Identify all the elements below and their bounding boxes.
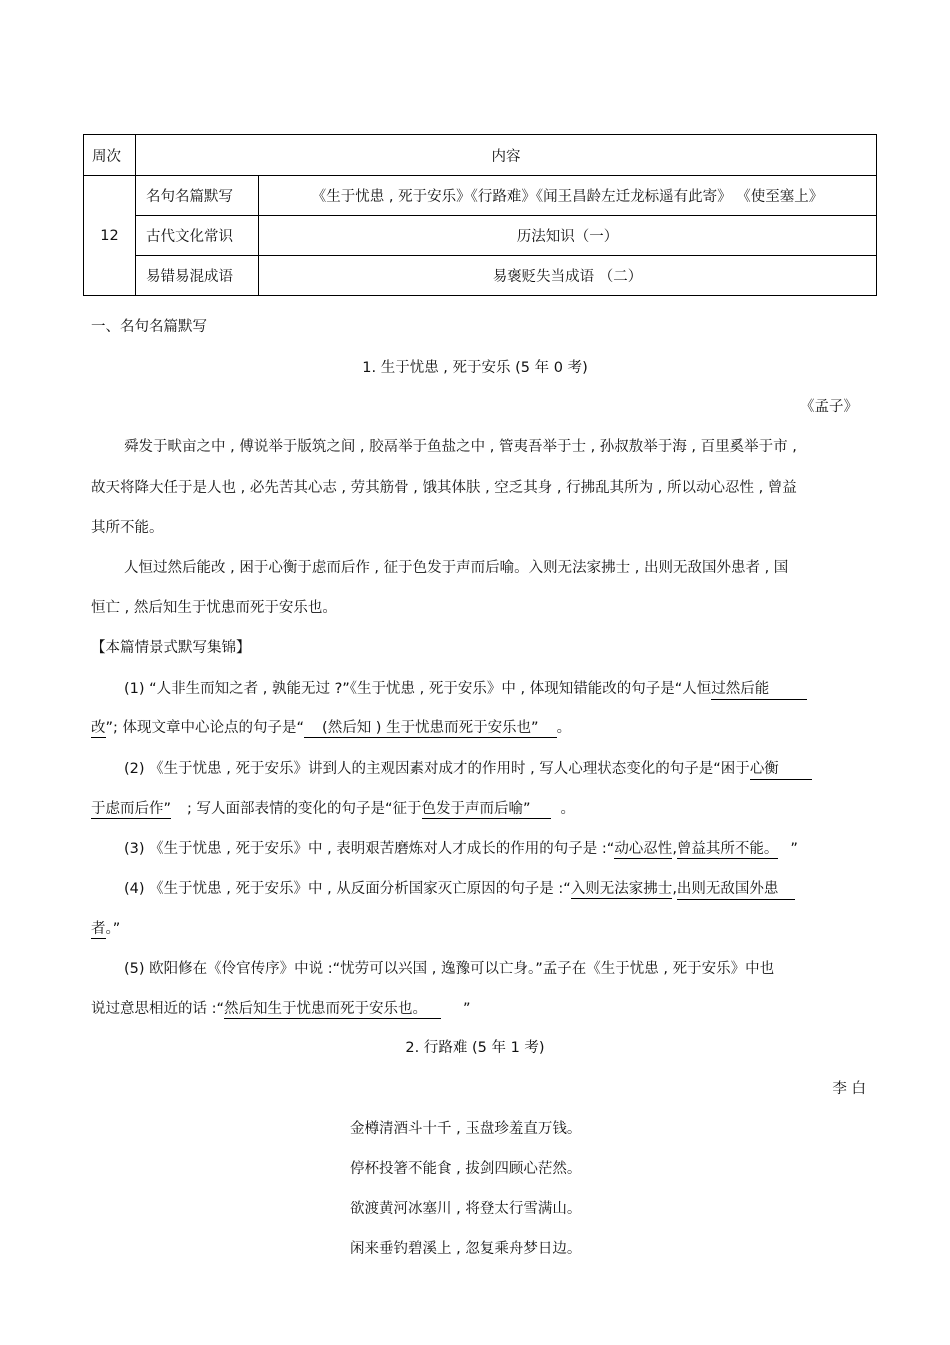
header-week: 周次	[84, 135, 136, 176]
question-1-cont	[91, 716, 571, 737]
question-text: 。	[560, 801, 576, 817]
question-4	[124, 877, 795, 900]
question-text: ”; 体现文章中心论点的句子是“	[105, 720, 305, 736]
poem-line: 金樽清酒斗十千 , 玉盘珍羞直万钱。	[350, 1121, 582, 1137]
question-text: (4) 《生于忧患 , 死于安乐》中 , 从反面分析国家灭亡原因的句子是 :“	[124, 881, 571, 897]
piece1-title: 1. 生于忧患 , 死于安乐 (5 年 0 考)	[362, 360, 588, 376]
question-2-cont	[91, 797, 575, 818]
piece2-author: 李 白	[832, 1081, 866, 1097]
answer-blank: 色发于声而后喻”	[422, 801, 551, 819]
question-text: ”	[790, 841, 798, 857]
question-text: (3) 《生于忧患 , 死于安乐》中 , 表明艰苦磨炼对人才成长的作用的句子是 :“	[124, 841, 615, 857]
schedule-table	[83, 134, 877, 296]
answer-blank: 入则无法家拂士	[570, 881, 673, 897]
answer-blank: 于虑而后作”	[91, 801, 172, 817]
poem-line: 停杯投箸不能食 , 拔剑四顾心茫然。	[350, 1161, 582, 1177]
text-line: 人恒过然后能改 , 困于心衡于虑而后作 , 征于色发于声而后喻。入则无法家拂士 , 出则无敌国外患者 , 国	[124, 560, 789, 576]
section-heading: 一、名句名篇默写	[91, 319, 207, 335]
collection-title: 【本篇情景式默写集锦】	[91, 640, 251, 656]
question-5-cont	[91, 997, 471, 1018]
answer-blank: 者	[91, 921, 106, 937]
question-text: ,	[672, 881, 677, 897]
answer-blank: 动心忍性	[614, 841, 673, 857]
question-text: (1) “人非生而知之者 , 孰能无过 ?”《生于忧患 , 死于安乐》中 , 体现知错能改的句子是“人恒	[124, 681, 712, 697]
question-2	[124, 757, 812, 780]
question-text: 。”	[105, 921, 121, 937]
question-1	[124, 677, 807, 700]
row-content: 易褒贬失当成语 （二）	[259, 256, 877, 296]
text-line: 恒亡 , 然后知生于忧患而死于安乐也。	[91, 600, 337, 616]
question-3	[124, 837, 798, 858]
text-line: 其所不能。	[91, 520, 164, 536]
question-text: 说过意思相近的话 :“	[91, 1001, 225, 1017]
header-content: 内容	[136, 135, 877, 176]
answer-blank: 曾益其所不能。	[676, 841, 779, 857]
piece1-source: 《孟子》	[800, 399, 858, 415]
row-content: 历法知识（一）	[259, 216, 877, 256]
question-text: (2) 《生于忧患 , 死于安乐》讲到人的主观因素对成才的作用时 , 写人心理状态变化的句子是“困于	[124, 761, 750, 777]
question-5: (5) 欧阳修在《伶官传序》中说 :“忧劳可以兴国 , 逸豫可以亡身。”孟子在《生于忧患 , 死于安乐》中也	[124, 961, 775, 977]
table-row	[84, 256, 877, 296]
answer-blank: 出则无敌国外患	[677, 877, 795, 900]
question-4-cont	[91, 917, 120, 938]
poem-line: 闲来垂钓碧溪上 , 忽复乘舟梦日边。	[350, 1241, 582, 1257]
answer-blank: 然后知生于忧患而死于安乐也。	[224, 1001, 441, 1019]
row-category: 易错易混成语	[136, 256, 259, 296]
answer-blank: 过然后能	[711, 677, 807, 700]
row-content: 《生于忧患 , 死于安乐》《行路难》《闻王昌龄左迁龙标遥有此寄》 《使至塞上》	[259, 176, 877, 216]
question-text: ”	[463, 1001, 471, 1017]
answer-blank: 心衡	[750, 757, 812, 780]
week-number: 12	[84, 176, 136, 296]
question-text: 。	[556, 720, 572, 736]
question-text: ,	[672, 841, 677, 857]
poem-line: 欲渡黄河冰塞川 , 将登太行雪满山。	[350, 1201, 582, 1217]
text-line: 故天将降大任于是人也 , 必先苦其心志 , 劳其筋骨 , 饿其体肤 , 空乏其身 , 行拂乱其所为 , 所以动心忍性 , 曾益	[91, 480, 797, 496]
answer-blank: (然后知 ) 生于忧患而死于安乐也”	[304, 720, 557, 738]
text-line: 舜发于畎亩之中 , 傅说举于版筑之间 , 胶鬲举于鱼盐之中 , 管夷吾举于士 , 孙叔敖举于海 , 百里奚举于市 ,	[124, 439, 797, 455]
answer-blank: 改	[91, 720, 106, 736]
table-row	[84, 176, 877, 216]
row-category: 古代文化常识	[136, 216, 259, 256]
question-text: ; 写人面部表情的变化的句子是“征于	[187, 801, 422, 817]
table-row	[84, 216, 877, 256]
piece2-title: 2. 行路难 (5 年 1 考)	[405, 1040, 545, 1056]
row-category: 名句名篇默写	[136, 176, 259, 216]
table-header-row	[84, 135, 877, 176]
